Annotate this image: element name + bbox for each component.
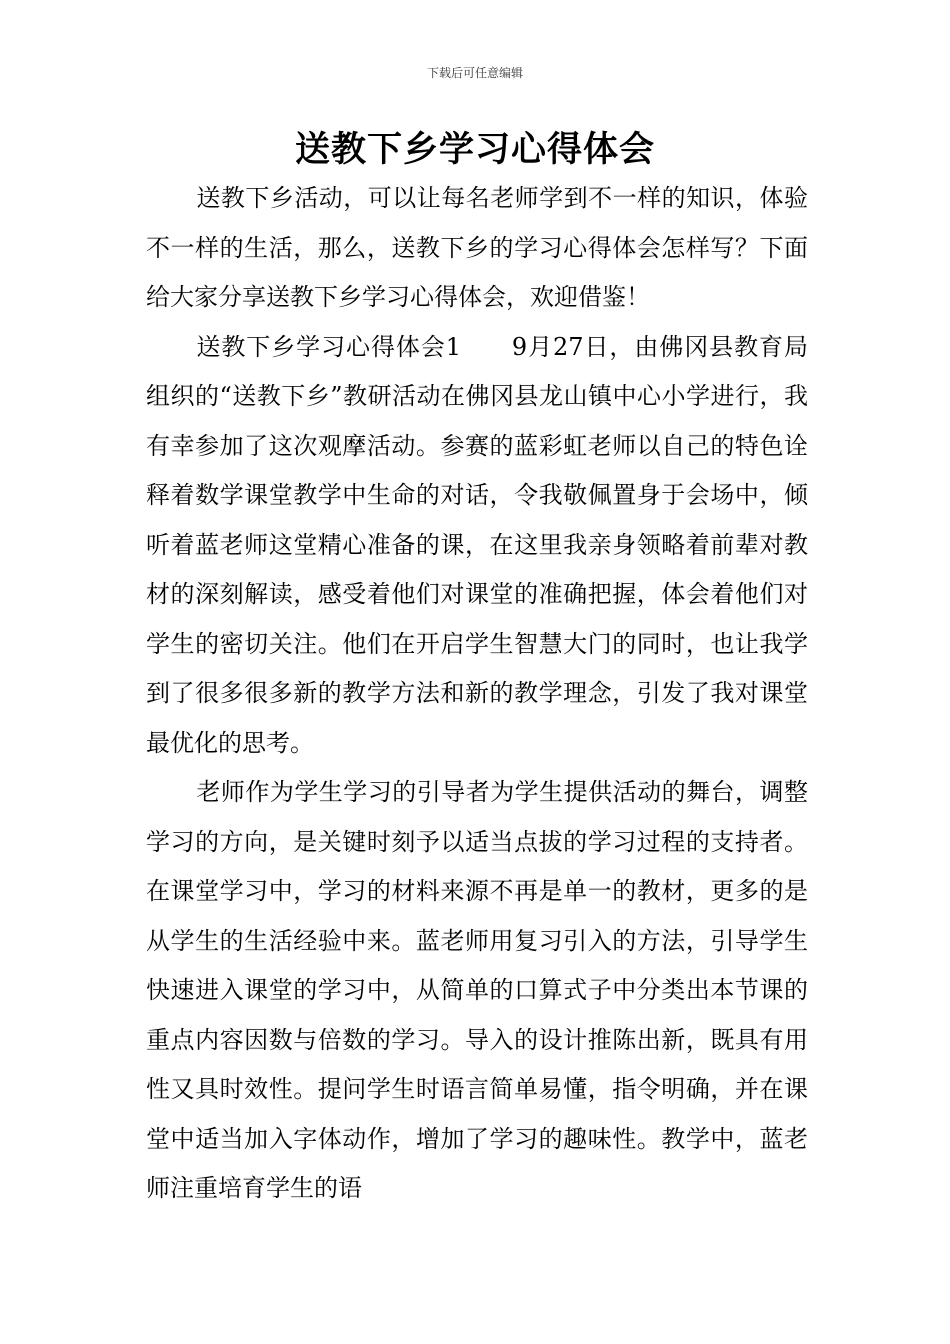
header-note: 下载后可任意编辑 (426, 66, 523, 80)
document-title: 送教下乡学习心得体会 (294, 129, 655, 170)
paragraph-intro: 送教下乡活动，可以让每名老师学到不一样的知识，体验不一样的生活，那么，送教下乡的学习心得体会怎样写？下面给大家分享送教下乡学习心得体会，欢迎借鉴！ (146, 184, 808, 311)
paragraph-1: 送教下乡学习心得体会1 9月27日，由佛冈县教育局组织的“送教下乡”教研活动在佛冈县龙山镇中心小学进行，我有幸参加了这次观摩活动。参赛的蓝彩虹老师以自己的特色诠释着数学课堂教学中生命的对话，令我敬佩置身于会场中，倾听着蓝老师这堂精心准备的课，在这里我亲身领略着前辈对教材的深刻解读，感受着他们对课堂的准确把握，体会着他们对学生的密切关注。他们在开启学生智慧大门的同时，也让我学到了很多很多新的教学方法和新的教学理念，引发了我对课堂最优化的思考。 (146, 332, 808, 757)
paragraph-2: 老师作为学生学习的引导者为学生提供活动的舞台，调整学习的方向，是关键时刻予以适当点拔的学习过程的支持者。在课堂学习中，学习的材料来源不再是单一的教材，更多的是从学生的生活经验中来。蓝老师用复习引入的方法，引导学生快速进入课堂的学习中，从简单的口算式子中分类出本节课的重点内容因数与倍数的学习。导入的设计推陈出新，既具有用性又具时效性。提问学生时语言简单易懂，指令明确，并在课堂中适当加入字体动作，增加了学习的趣味性。教学中，蓝老师注重培育学生的语 (146, 778, 808, 1202)
document-body (146, 174, 808, 1214)
